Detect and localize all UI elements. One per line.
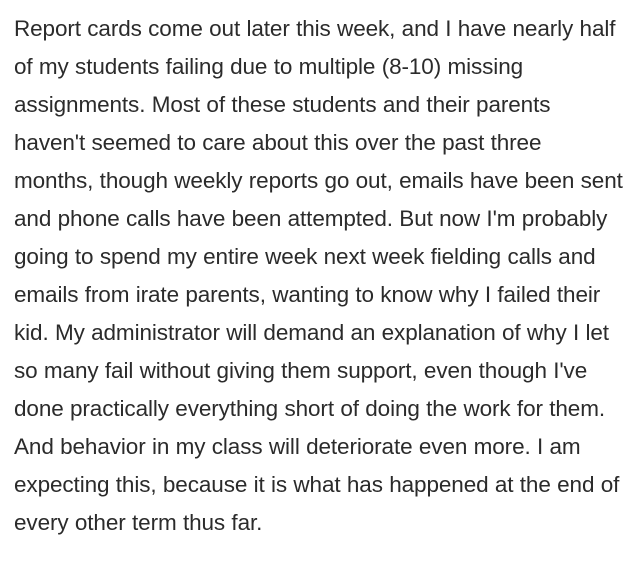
document-body-text: Report cards come out later this week, and I have nearly half of my students failing due to multiple (8-10) missing assignments. Most of these students and their parents haven't seemed to care about this over the past three months, though weekly reports go out, emails have been sent and phone calls have been attempted. But now I'm probably going to spend my entire week next week fielding calls and emails from irate parents, wanting to know why I failed their kid. My administrator will demand an explanation of why I let so many fail without giving them support, even though I've done practically everything short of doing the work for them. And behavior in my class will deteriorate even more. I am expecting this, because it is what has happened at the end of every other term thus far. (14, 16, 630, 535)
